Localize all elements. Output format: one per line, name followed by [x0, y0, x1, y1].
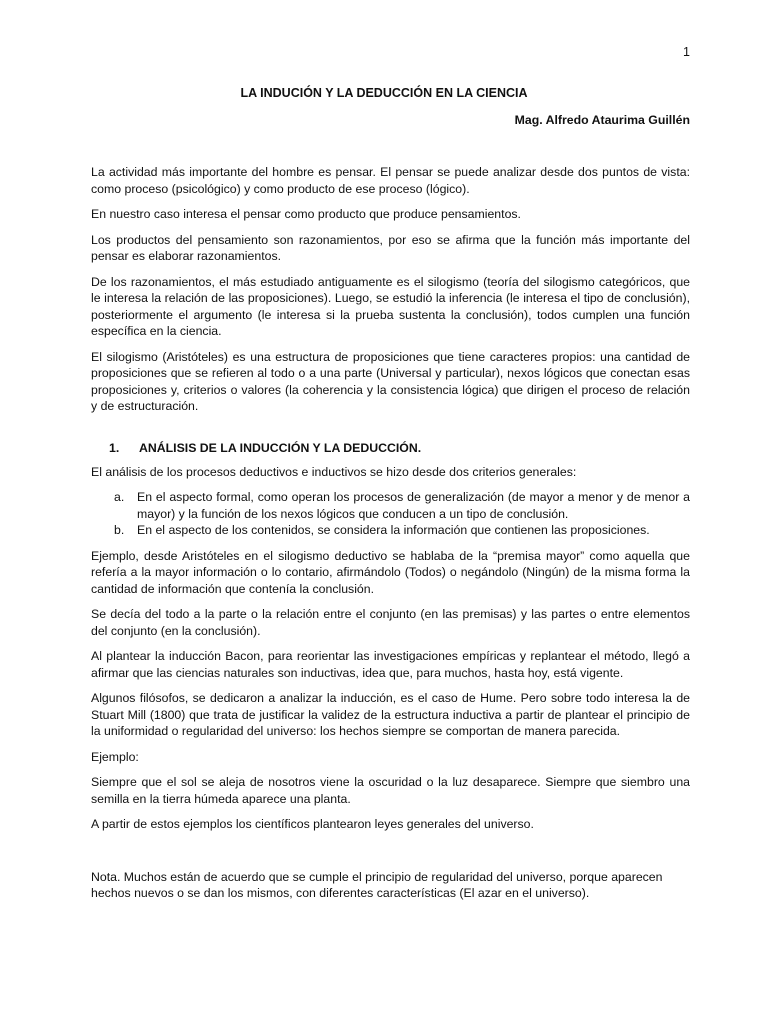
section-number: 1. — [109, 440, 120, 455]
list-item — [91, 522, 690, 539]
author-name: Mag. Alfredo Ataurima Guillén — [514, 113, 690, 127]
intro-paragraph: El silogismo (Aristóteles) es una estructura de proposiciones que tiene caracteres propios: una cantidad de proposiciones que se refieren al todo o a una parte (Universal y particular), nexos lógicos que conectan esas proposiciones y, criterios o valores (la coherencia y la consistencia lógica) que dirigen el proceso de relación y de estructuración. — [91, 349, 690, 413]
body-paragraph: Al plantear la inducción Bacon, para reorientar las investigaciones empíricas y replantear el método, llegó a afirmar que las ciencias naturales son inductivas, idea que, para muchos, hasta hoy, está vigente. — [91, 649, 690, 680]
list-marker: a. — [114, 490, 125, 504]
list-marker: b. — [114, 523, 125, 537]
page-number: 1 — [683, 45, 690, 59]
list-item-text: En el aspecto formal, como operan los procesos de generalización (de mayor a menor y de menor a mayor) y la función de los nexos lógicos que conducen a un tipo de conclusión. — [137, 490, 690, 521]
list-item — [91, 489, 690, 522]
example-label: Ejemplo: — [91, 749, 139, 764]
section-lead: El análisis de los procesos deductivos e inductivos se hizo desde dos criterios generales: — [91, 464, 577, 479]
intro-paragraph: La actividad más importante del hombre es pensar. El pensar se puede analizar desde dos puntos de vista: como proceso (psicológico) y como producto de ese proceso (lógico). — [91, 165, 690, 196]
intro-paragraph: De los razonamientos, el más estudiado antiguamente es el silogismo (teoría del silogismo categóricos, que le interesa la relación de las proposiciones). Luego, se estudió la inferencia (le interesa el tipo de conclusión), posteriormente el argumento (le interesa si la prueba sustenta la conclusión), todos cumplen una función específica en la ciencia. — [91, 274, 690, 338]
document-title: LA INDUCIÓN Y LA DEDUCCIÓN EN LA CIENCIA — [240, 86, 528, 100]
body-paragraph: Algunos filósofos, se dedicaron a analizar la inducción, es el caso de Hume. Pero sobre todo interesa la de Stuart Mill (1800) que trata de justificar la validez de la estructura inductiva a partir de plantear el principio de la uniformidad o regularidad del universo: los hechos siempre se comportan de manera parecida. — [91, 691, 690, 738]
example-paragraph: Siempre que el sol se aleja de nosotros viene la oscuridad o la luz desaparece. Siempre que siembro una semilla en la tierra húmeda aparece una planta. — [91, 775, 690, 806]
body-paragraph: A partir de estos ejemplos los científicos plantearon leyes generales del universo. — [91, 817, 534, 831]
intro-paragraph: Los productos del pensamiento son razonamientos, por eso se afirma que la función más importante del pensar es elaborar razonamientos. — [91, 232, 690, 263]
section-title: ANÁLISIS DE LA INDUCCIÓN Y LA DEDUCCIÓN. — [139, 440, 422, 455]
intro-paragraph: En nuestro caso interesa el pensar como producto que produce pensamientos. — [91, 207, 521, 221]
body-paragraph: Ejemplo, desde Aristóteles en el silogismo deductivo se hablaba de la “premisa mayor” como aquella que refería a la mayor información o lo contario, afirmándolo (Todos) o negándolo (Ningún) de la misma forma la cantidad de información que contenía la conclusión. — [91, 548, 690, 596]
list-item-text: En el aspecto de los contenidos, se considera la información que contienen las proposiciones. — [137, 523, 650, 537]
criteria-list — [91, 489, 690, 539]
note-paragraph: Nota. Muchos están de acuerdo que se cumple el principio de regularidad del universo, porque aparecen hechos nuevos o se dan los mismos, con diferentes características (El azar en el universo). — [91, 869, 663, 900]
body-paragraph: Se decía del todo a la parte o la relación entre el conjunto (en las premisas) y las partes o entre elementos del conjunto (en la conclusión). — [91, 607, 690, 638]
document-body — [91, 164, 690, 911]
section-heading — [91, 441, 690, 455]
